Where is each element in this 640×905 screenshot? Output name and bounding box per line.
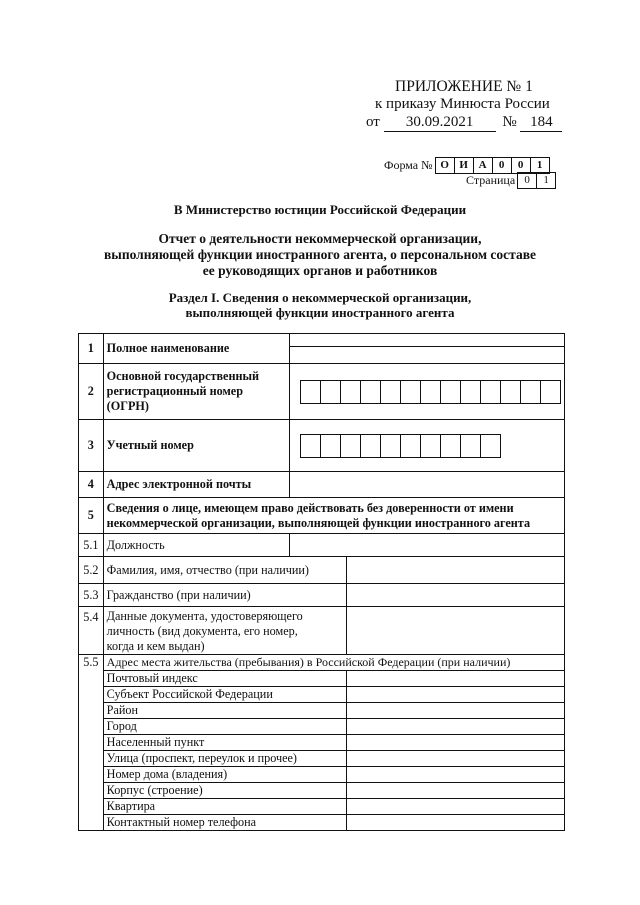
digit-box[interactable] <box>480 434 501 458</box>
row-number: 5.2 <box>79 557 104 584</box>
row-number: 5.1 <box>79 534 104 557</box>
row-number: 1 <box>79 334 104 364</box>
table-row <box>79 735 565 751</box>
addressee: В Министерство юстиции Российской Федерации <box>173 202 467 217</box>
address-item-label: Улица (проспект, переулок и прочее) <box>103 751 347 767</box>
row-label: Данные документа, удостоверяющего личность (вид документа, его номер, когда и кем выдан) <box>103 607 347 655</box>
digit-box[interactable] <box>360 380 381 404</box>
table-row <box>79 815 565 831</box>
row-label: Адрес электронной почты <box>103 472 289 498</box>
table-row <box>79 534 565 557</box>
page-number <box>466 172 556 189</box>
row-number: 5.5 <box>79 655 104 831</box>
address-item-label: Корпус (строение) <box>103 783 347 799</box>
row-label: Полное наименование <box>103 334 289 364</box>
row-label: Сведения о лице, имеющем право действовать без доверенности от имени некоммерческой организации, выполняющей функции иностранного агента <box>103 498 564 534</box>
digit-box[interactable] <box>340 434 361 458</box>
row-label: Учетный номер <box>103 420 289 472</box>
settlement-field[interactable] <box>347 735 565 751</box>
digit-box[interactable] <box>460 380 481 404</box>
address-item-label: Контактный номер телефона <box>103 815 347 831</box>
region-field[interactable] <box>347 687 565 703</box>
row-number: 2 <box>79 364 104 420</box>
digit-box[interactable] <box>540 380 561 404</box>
table-row <box>79 767 565 783</box>
digit-box[interactable] <box>320 434 341 458</box>
district-field[interactable] <box>347 703 565 719</box>
form-label: Форма № <box>384 158 433 172</box>
table-row <box>79 334 565 364</box>
table-row <box>79 671 565 687</box>
digit-box[interactable] <box>520 380 541 404</box>
identity-document-field[interactable] <box>347 607 565 655</box>
address-item-label: Населенный пункт <box>103 735 347 751</box>
digit-box[interactable] <box>440 380 461 404</box>
address-item-label: Город <box>103 719 347 735</box>
row-number: 5.3 <box>79 584 104 607</box>
section-title <box>0 290 640 320</box>
form-code-cell: О <box>435 157 455 174</box>
appendix-title: ПРИЛОЖЕНИЕ № 1 <box>395 78 533 95</box>
number-label: № <box>502 114 517 130</box>
row-label: Основной государственный регистрационный номер (ОГРН) <box>103 364 289 420</box>
digit-box[interactable] <box>400 434 421 458</box>
address-item-label: Субъект Российской Федерации <box>103 687 347 703</box>
digit-box[interactable] <box>500 380 521 404</box>
house-number-field[interactable] <box>347 767 565 783</box>
phone-field[interactable] <box>347 815 565 831</box>
page-cells <box>518 172 556 189</box>
account-number-field[interactable] <box>289 420 564 472</box>
row-number: 5 <box>79 498 104 534</box>
table-row <box>79 472 565 498</box>
table-row <box>79 655 565 671</box>
digit-box[interactable] <box>300 380 321 404</box>
full-name-person-field[interactable] <box>347 557 565 584</box>
from-label: от <box>366 114 380 130</box>
digit-box[interactable] <box>400 380 421 404</box>
report-title-line: ее руководящих органов и работников <box>202 263 438 278</box>
form-code-cell: А <box>473 157 493 174</box>
digit-box[interactable] <box>360 434 381 458</box>
address-item-label: Номер дома (владения) <box>103 767 347 783</box>
address-item-label: Почтовый индекс <box>103 671 347 687</box>
section-title-line: Раздел I. Сведения о некоммерческой организации, <box>168 290 472 305</box>
digit-box[interactable] <box>340 380 361 404</box>
address-item-label: Район <box>103 703 347 719</box>
section-title-line: выполняющей функции иностранного агента <box>185 305 455 320</box>
order-date: 30.09.2021 <box>384 114 496 132</box>
digit-box[interactable] <box>320 380 341 404</box>
table-row <box>79 799 565 815</box>
citizenship-field[interactable] <box>347 584 565 607</box>
row-number: 4 <box>79 472 104 498</box>
row-number: 5.4 <box>79 607 104 655</box>
digit-box[interactable] <box>460 434 481 458</box>
row-label: Фамилия, имя, отчество (при наличии) <box>103 557 347 584</box>
table-row <box>79 364 565 420</box>
row-label: Гражданство (при наличии) <box>103 584 347 607</box>
building-field[interactable] <box>347 783 565 799</box>
city-field[interactable] <box>347 719 565 735</box>
digit-box[interactable] <box>440 434 461 458</box>
digit-box[interactable] <box>420 434 441 458</box>
row-label: Должность <box>103 534 289 557</box>
table-row <box>79 557 565 584</box>
table-row <box>79 719 565 735</box>
table-row <box>79 607 565 655</box>
order-date-line <box>366 114 566 132</box>
street-field[interactable] <box>347 751 565 767</box>
email-field[interactable] <box>289 472 564 498</box>
page-cell: 1 <box>536 172 556 189</box>
digit-box[interactable] <box>480 380 501 404</box>
digit-box[interactable] <box>380 434 401 458</box>
table-row <box>79 783 565 799</box>
ogrn-field[interactable] <box>289 364 564 420</box>
position-field[interactable] <box>289 534 564 557</box>
digit-box[interactable] <box>380 380 401 404</box>
report-title <box>0 231 640 279</box>
table-row <box>79 498 565 534</box>
page-cell: 0 <box>517 172 537 189</box>
form-code-cell: 0 <box>492 157 512 174</box>
row-number: 3 <box>79 420 104 472</box>
table-row <box>79 687 565 703</box>
row-label: Адрес места жительства (пребывания) в Российской Федерации (при наличии) <box>103 655 564 671</box>
digit-box[interactable] <box>300 434 321 458</box>
form-code-cell: И <box>454 157 474 174</box>
address-item-label: Квартира <box>103 799 347 815</box>
table-row <box>79 751 565 767</box>
report-title-line: Отчет о деятельности некоммерческой организации, <box>158 231 482 246</box>
form-code-cell: 1 <box>530 157 550 174</box>
apartment-field[interactable] <box>347 799 565 815</box>
postal-code-field[interactable] <box>347 671 565 687</box>
organization-table <box>78 333 565 831</box>
table-row <box>79 420 565 472</box>
table-row <box>79 584 565 607</box>
full-name-field[interactable] <box>289 334 564 364</box>
order-number: 184 <box>520 114 562 132</box>
order-reference: к приказу Минюста России <box>375 96 550 112</box>
digit-box[interactable] <box>420 380 441 404</box>
table-row <box>79 703 565 719</box>
form-code-cell: 0 <box>511 157 531 174</box>
page-label: Страница <box>466 173 516 187</box>
report-title-line: выполняющей функции иностранного агента, о персональном составе <box>104 247 536 262</box>
